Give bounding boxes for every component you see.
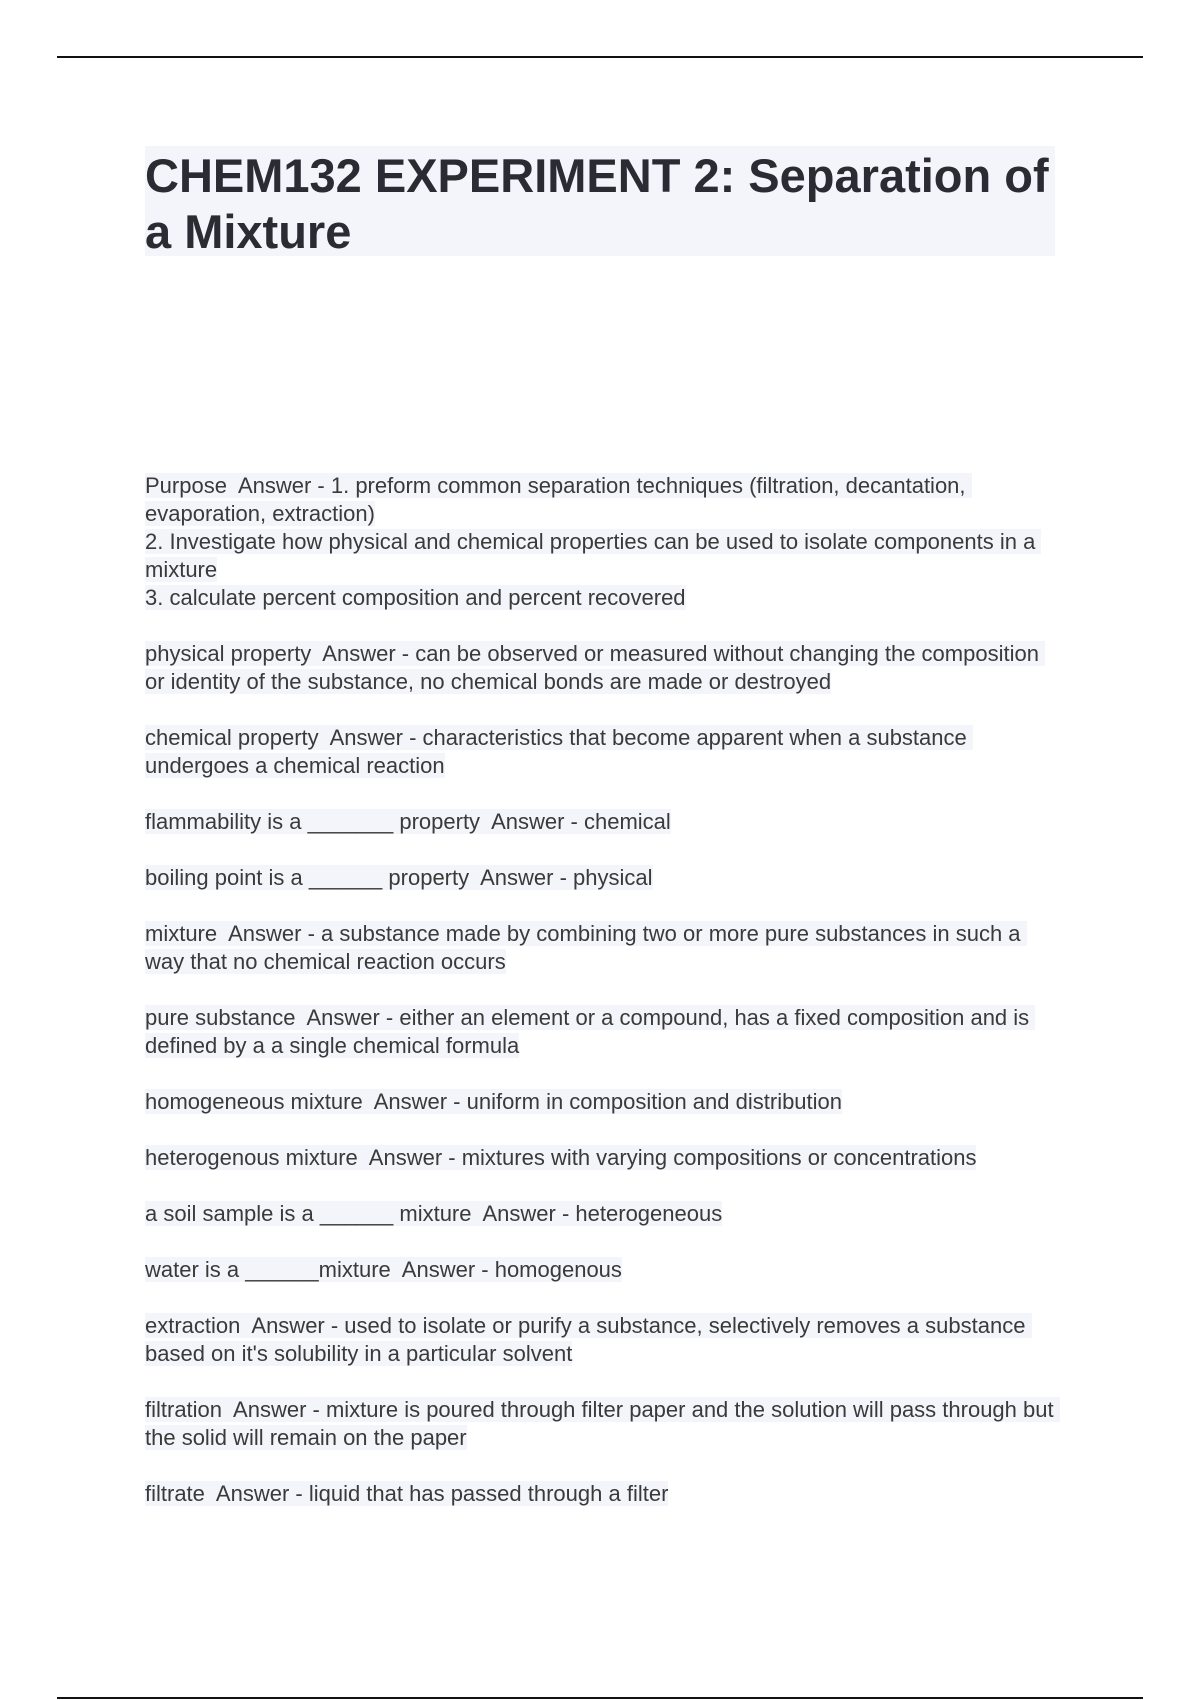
flashcard-entry xyxy=(145,640,1055,696)
flashcard-entry xyxy=(145,472,1055,612)
title-block xyxy=(145,146,1055,256)
entry-line: flammability is a _______ property Answer - chemical xyxy=(145,809,671,834)
flashcard-entry xyxy=(145,920,1055,976)
entry-line: physical property Answer - can be observed or measured without changing the composition or identity of the substance, no chemical bonds are made or destroyed xyxy=(145,641,1046,694)
document-body xyxy=(145,146,1060,1536)
entry-line: filtration Answer - mixture is poured through filter paper and the solution will pass through but the solid will remain on the paper xyxy=(145,1397,1060,1450)
flashcard-entry xyxy=(145,1396,1060,1452)
flashcard-list xyxy=(145,472,1060,1508)
entry-line: 3. calculate percent composition and percent recovered xyxy=(145,585,686,610)
bottom-rule xyxy=(57,1697,1143,1699)
flashcard-entry xyxy=(145,1480,1055,1508)
flashcard-entry xyxy=(145,1200,1055,1228)
flashcard-entry xyxy=(145,1088,1055,1116)
flashcard-entry xyxy=(145,864,1055,892)
entry-line: heterogenous mixture Answer - mixtures with varying compositions or concentrations xyxy=(145,1145,977,1170)
entry-line: a soil sample is a ______ mixture Answer - heterogeneous xyxy=(145,1201,723,1226)
entry-line: Purpose Answer - 1. preform common separation techniques (filtration, decantation, evaporation, extraction) xyxy=(145,473,972,526)
page-title: CHEM132 EXPERIMENT 2: Separation of a Mixture xyxy=(145,149,1049,258)
entry-line: filtrate Answer - liquid that has passed through a filter xyxy=(145,1481,669,1506)
entry-line: boiling point is a ______ property Answer - physical xyxy=(145,865,653,890)
entry-line: mixture Answer - a substance made by combining two or more pure substances in such a way that no chemical reaction occurs xyxy=(145,921,1027,974)
top-rule xyxy=(57,56,1143,58)
flashcard-entry xyxy=(145,1312,1055,1368)
flashcard-entry xyxy=(145,724,1055,780)
flashcard-entry xyxy=(145,808,1055,836)
entry-line: pure substance Answer - either an element or a compound, has a fixed composition and is defined by a a single chemical formula xyxy=(145,1005,1036,1058)
entry-line: water is a ______mixture Answer - homogenous xyxy=(145,1257,622,1282)
entry-line: extraction Answer - used to isolate or purify a substance, selectively removes a substance based on it's solubility in a particular solvent xyxy=(145,1313,1032,1366)
flashcard-entry xyxy=(145,1004,1055,1060)
entry-line: 2. Investigate how physical and chemical properties can be used to isolate components in a mixture xyxy=(145,529,1042,582)
entry-line: homogeneous mixture Answer - uniform in composition and distribution xyxy=(145,1089,843,1114)
entry-line: chemical property Answer - characteristics that become apparent when a substance undergoes a chemical reaction xyxy=(145,725,973,778)
flashcard-entry xyxy=(145,1256,1055,1284)
flashcard-entry xyxy=(145,1144,1055,1172)
